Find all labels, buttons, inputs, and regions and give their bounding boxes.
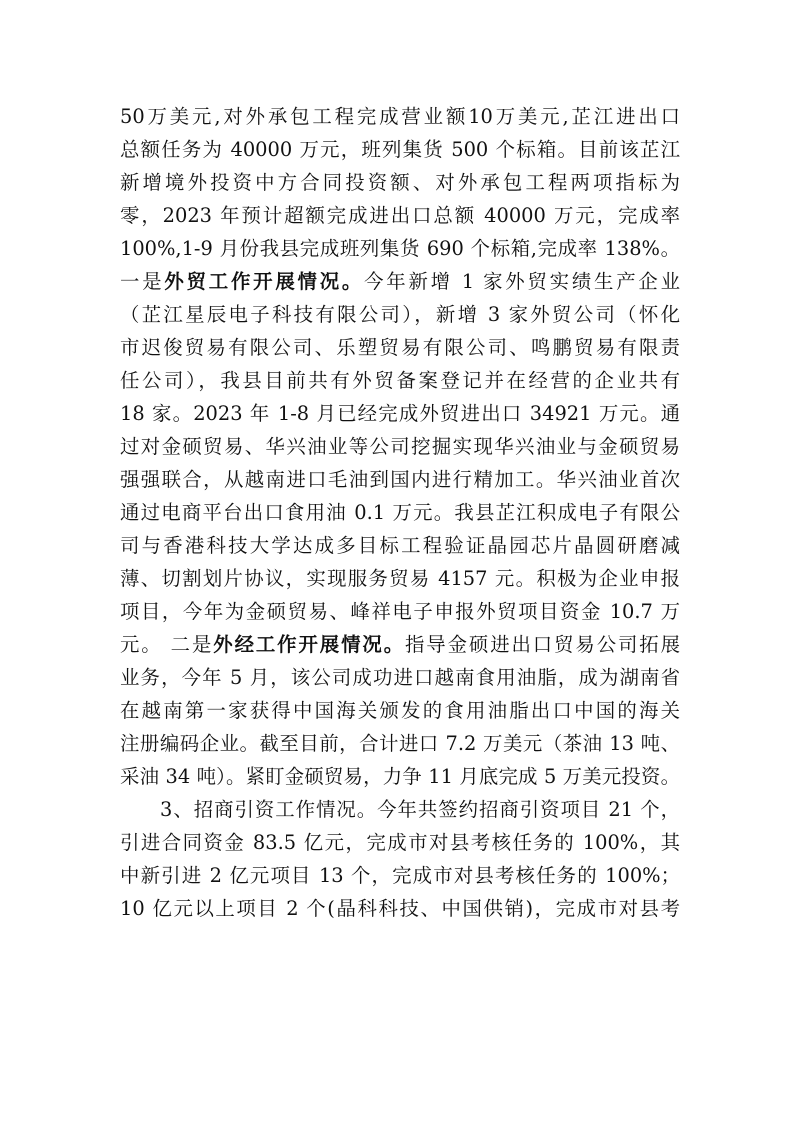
- text-line: 一是外贸工作开展情况。今年新增 1 家外贸实绩生产企业: [120, 270, 680, 293]
- section-heading-investment: 3、招商引资工作情况。: [160, 798, 378, 821]
- text-line: 过对金硕贸易、华兴油业等公司挖掘实现华兴油业与金硕贸易: [120, 435, 680, 458]
- text-line: 通过电商平台出口食用油 0.1 万元。我县芷江积成电子有限公: [120, 501, 680, 524]
- text-line: 50万美元,对外承包工程完成营业额10万美元,芷江进出口: [120, 105, 680, 128]
- text-line: 引进合同资金 83.5 亿元，完成市对县考核任务的 100%，其: [120, 831, 680, 854]
- text-line: 项目，今年为金硕贸易、峰祥电子申报外贸项目资金 10.7 万: [120, 600, 680, 623]
- text-line: 10 亿元以上项目 2 个(晶科科技、中国供销)，完成市对县考: [120, 897, 680, 920]
- text-line: （芷江星辰电子科技有限公司），新增 3 家外贸公司（怀化: [120, 303, 680, 326]
- text-line: 采油 34 吨）。紧盯金硕贸易，力争 11 月底完成 5 万美元投资。: [120, 765, 680, 788]
- text-line: 元。 二是外经工作开展情况。指导金硕进出口贸易公司拓展: [120, 633, 680, 656]
- text-line: 任公司），我县目前共有外贸备案登记并在经营的企业共有: [120, 369, 680, 392]
- text-line: 100%,1-9 月份我县完成班列集货 690 个标箱,完成率 138%。: [120, 237, 680, 260]
- text-line: 在越南第一家获得中国海关颁发的食用油脂出口中国的海关: [120, 699, 680, 722]
- text-line: 司与香港科技大学达成多目标工程验证晶园芯片晶圆研磨减: [120, 534, 680, 557]
- section-heading-foreign-economic: 外经工作开展情况。: [213, 633, 405, 656]
- text-line: 强强联合，从越南进口毛油到国内进行精加工。华兴油业首次: [120, 468, 680, 491]
- text-line: 总额任务为 40000 万元，班列集货 500 个标箱。目前该芷江: [120, 138, 680, 161]
- text-line: 零，2023 年预计超额完成进出口总额 40000 万元，完成率: [120, 204, 680, 227]
- section-heading-foreign-trade: 外贸工作开展情况。: [164, 270, 365, 293]
- text-line: 3、招商引资工作情况。今年共签约招商引资项目 21 个，: [160, 798, 680, 821]
- text-line: 市迟俊贸易有限公司、乐塑贸易有限公司、鸣鹏贸易有限责: [120, 336, 680, 359]
- text-line: 新增境外投资中方合同投资额、对外承包工程两项指标为: [120, 171, 680, 194]
- body-text: [120, 100, 680, 925]
- text-line: 18 家。2023 年 1-8 月已经完成外贸进出口 34921 万元。通: [120, 402, 680, 425]
- text-line: 注册编码企业。截至目前，合计进口 7.2 万美元（茶油 13 吨、: [120, 732, 680, 755]
- text-line: 业务，今年 5 月，该公司成功进口越南食用油脂，成为湖南省: [120, 666, 680, 689]
- text-line: 中新引进 2 亿元项目 13 个，完成市对县考核任务的 100%；: [120, 864, 680, 887]
- text-line: 薄、切割划片协议，实现服务贸易 4157 元。积极为企业申报: [120, 567, 680, 590]
